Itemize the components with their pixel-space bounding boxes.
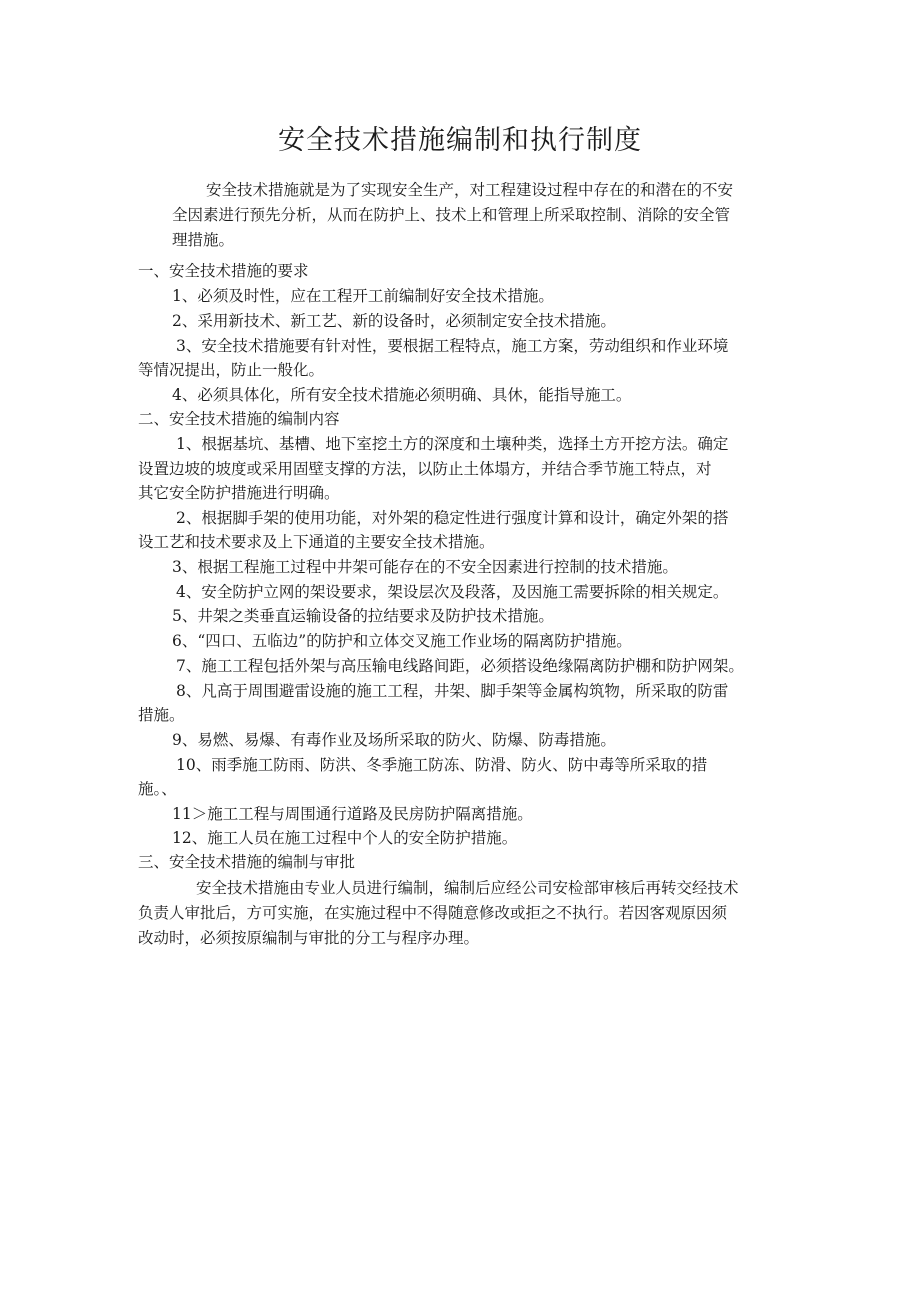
list-item: 6、“四口、五临边”的防护和立体交叉施工作业场的隔离防护措施。 [172, 632, 632, 650]
intro-line: 理措施。 [172, 231, 235, 249]
list-item: 4、必须具体化，所有安全技术措施必须明确、具休，能指导施工。 [172, 386, 632, 404]
list-item: 9、易燃、易爆、有毒作业及场所采取的防火、防爆、防毒措施。 [172, 731, 616, 749]
list-item: 设工艺和技术要求及上下通道的主要安全技术措施。 [138, 533, 495, 551]
body-line: 负责人审批后，方可实施，在实施过程中不得随意修改或拒之不执行。若因客观原因须 [138, 904, 728, 922]
body-line: 改动时，必须按原编制与审批的分工与程序办理。 [138, 929, 480, 947]
list-item: 11＞施工工程与周围通行道路及民房防护隔离措施。 [172, 805, 533, 823]
list-item: 1、根据基坑、基槽、地下室挖土方的深度和土壤种类，选择土方开挖方法。确定 [176, 435, 729, 453]
list-item: 7、施工工程包括外架与高压输电线路间距，必须搭设绝缘隔离防护棚和防护网架。 [176, 657, 744, 675]
list-item: 等情况提出，防止一般化。 [138, 361, 325, 379]
list-item: 3、安全技术措施要有针对性，要根据工程特点，施工方案，劳动组织和作业环境 [176, 337, 729, 355]
list-item: 2、采用新技术、新工艺、新的设备时，必须制定安全技术措施。 [172, 312, 616, 330]
intro-line: 安全技术措施就是为了实现安全生产，对工程建设过程中存在的和潜在的不安 [206, 181, 734, 199]
list-item: 施。、 [138, 780, 177, 798]
list-item: 2、根据脚手架的使用功能，对外架的稳定性进行强度计算和设计，确定外架的搭 [176, 509, 729, 527]
list-item: 3、根据工程施工过程中井架可能存在的不安全因素进行控制的技术措施。 [172, 558, 678, 576]
list-item: 5、井架之类垂直运输设备的拉结要求及防护技术措施。 [172, 607, 554, 625]
list-item: 12、施工人员在施工过程中个人的安全防护措施。 [172, 829, 518, 847]
list-item: 其它安全防护措施进行明确。 [138, 484, 340, 502]
section-heading: 二、安全技术措施的编制内容 [138, 410, 340, 428]
list-item: 8、凡高于周围避雷设施的施工工程，井架、脚手架等金属构筑物，所采取的防雷 [176, 682, 729, 700]
list-item: 措施。 [138, 706, 185, 724]
section-heading: 一、安全技术措施的要求 [138, 262, 309, 280]
list-item: 1、必须及时性，应在工程开工前编制好安全技术措施。 [172, 287, 554, 305]
list-item: 4、安全防护立网的架设要求，架设层次及段落，及因施工需要拆除的相关规定。 [176, 583, 729, 601]
list-item: 10、雨季施工防雨、防洪、冬季施工防冻、防滑、防火、防中毒等所采取的措 [176, 756, 708, 774]
document-title: 安全技术措施编制和执行制度 [278, 125, 642, 156]
body-line: 安全技术措施由专业人员进行编制，编制后应经公司安检部审核后再转交经技术 [196, 879, 739, 897]
intro-line: 全因素进行预先分析，从而在防护上、技术上和管理上所采取控制、消除的安全管 [172, 206, 731, 224]
section-heading: 三、安全技术措施的编制与审批 [138, 853, 356, 871]
list-item: 设置边坡的坡度或采用固壁支撑的方法，以防止土体塌方，并结合季节施工特点，对 [138, 460, 712, 478]
